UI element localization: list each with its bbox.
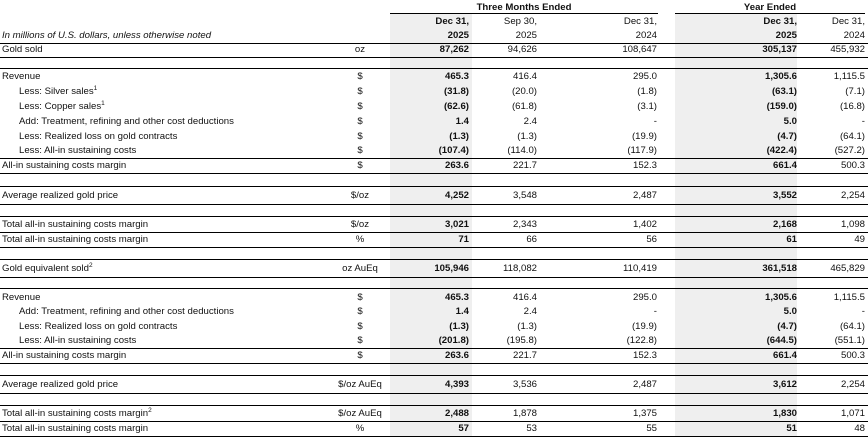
cell: 305,137 [762, 44, 797, 55]
cell: 500.3 [840, 160, 865, 171]
row-label: Less: All-in sustaining costs [19, 145, 137, 156]
col-header-3-year: 2024 [635, 30, 657, 41]
row-unit: $ [357, 321, 363, 332]
row-label: Add: Treatment, refining and other cost deductions [19, 116, 234, 127]
row-label: Less: Copper sales$^1$ [19, 100, 105, 112]
table-row [0, 349, 868, 363]
cell: 465.3 [444, 71, 469, 82]
col-header-2-year: 2025 [515, 30, 537, 41]
cell: 1,071 [840, 408, 865, 419]
cell: (644.5) [766, 335, 797, 346]
row-unit: $ [357, 131, 363, 142]
row-label: Less: Realized loss on gold contracts [19, 321, 178, 332]
row-label: All-in sustaining costs margin [2, 160, 127, 171]
cell: 465,829 [830, 263, 865, 274]
row-label: Average realized gold price [2, 379, 119, 390]
cell: (19.9) [631, 321, 657, 332]
row-unit: $ [357, 306, 363, 317]
cell: 1,115.5 [833, 71, 865, 82]
row-label: Revenue [2, 71, 41, 82]
cell: (195.8) [506, 335, 537, 346]
cell: 361,518 [762, 263, 797, 274]
cell: (19.9) [631, 131, 657, 142]
cell: 57 [458, 423, 469, 434]
row-unit: $/oz [350, 190, 370, 201]
cell: 2,343 [512, 219, 537, 230]
cell: (159.0) [766, 101, 797, 112]
cell: - [861, 116, 865, 127]
table-row [0, 291, 868, 305]
cell: 661.4 [772, 160, 797, 171]
table-row [0, 305, 868, 319]
cell: 1.4 [455, 116, 469, 127]
table-row [0, 407, 868, 421]
cell: (117.9) [627, 145, 657, 156]
cell: 1,830 [772, 408, 797, 419]
col-header-4: Dec 31, [763, 16, 797, 27]
cell: 1.4 [455, 306, 469, 317]
row-unit: $/oz AuEq [338, 379, 382, 390]
row-unit: oz [354, 44, 366, 55]
cell: 2,488 [444, 408, 469, 419]
units-note: In millions of U.S. dollars, unless otherwise noted [2, 30, 212, 41]
cell: 105,946 [434, 263, 469, 274]
row-label: Revenue [2, 292, 41, 303]
section-rule [0, 186, 868, 187]
table-row [0, 85, 868, 99]
cell: 661.4 [772, 350, 797, 361]
cell: 4,252 [444, 190, 469, 201]
table-row [0, 189, 868, 203]
col-header-4-year: 2025 [775, 30, 797, 41]
cell: (527.2) [834, 145, 865, 156]
row-label: Total all-in sustaining costs margin [2, 234, 149, 245]
group-year-underline [675, 13, 865, 14]
row-rule [0, 247, 868, 248]
cell: (1.3) [449, 131, 469, 142]
cell: 416.4 [512, 71, 537, 82]
column-header-row-1 [0, 15, 868, 29]
table-row [0, 43, 868, 57]
col-header-5-year: 2024 [843, 30, 865, 41]
cell: 53 [526, 423, 537, 434]
cell: 87,262 [439, 44, 469, 55]
table-row [0, 159, 868, 173]
cell: (1.3) [517, 321, 537, 332]
row-label: Less: Silver sales$^1$ [19, 85, 98, 97]
cell: (20.0) [511, 86, 537, 97]
group-quarter-underline [390, 13, 658, 14]
table-row [0, 320, 868, 334]
cell: (1.3) [517, 131, 537, 142]
section-rule [0, 259, 868, 260]
cell: (107.4) [438, 145, 469, 156]
cell: 1,375 [632, 408, 657, 419]
row-label: Gold sold [2, 44, 43, 55]
cell: 56 [646, 234, 657, 245]
cell: 48 [854, 423, 865, 434]
row-rule [0, 173, 868, 174]
row-unit: $ [357, 145, 363, 156]
row-rule [0, 277, 868, 278]
section-rule [0, 375, 868, 376]
cell: 5.0 [783, 116, 797, 127]
cell: (114.0) [507, 145, 537, 156]
cell: (422.4) [766, 145, 797, 156]
table-row [0, 144, 868, 158]
section-rule [0, 68, 868, 69]
row-unit: $ [357, 116, 363, 127]
table-row [0, 115, 868, 129]
row-label: Total all-in sustaining costs margin [2, 423, 149, 434]
row-label: Add: Treatment, refining and other cost deductions [19, 306, 234, 317]
cell: 263.6 [444, 160, 469, 171]
cell: 1,402 [632, 219, 657, 230]
cell: 71 [458, 234, 469, 245]
row-unit: $ [357, 350, 363, 361]
cell: 455,932 [830, 44, 865, 55]
cell: 152.3 [632, 160, 657, 171]
cell: 61 [786, 234, 797, 245]
cell: (3.1) [637, 101, 657, 112]
row-rule [0, 393, 868, 394]
cell: 94,626 [507, 44, 537, 55]
cell: (551.1) [834, 335, 865, 346]
cell: 152.3 [632, 350, 657, 361]
cell: (64.1) [839, 131, 865, 142]
cell: (1.8) [637, 86, 657, 97]
row-rule [0, 363, 868, 364]
col-header-3: Dec 31, [623, 16, 657, 27]
col-header-5: Dec 31, [831, 16, 865, 27]
cell: (4.7) [777, 131, 797, 142]
row-unit: % [355, 234, 365, 245]
cell: 51 [786, 423, 797, 434]
row-unit: $ [357, 335, 363, 346]
row-unit: oz AuEq [342, 263, 378, 274]
cell: (201.8) [438, 335, 469, 346]
table-row [0, 130, 868, 144]
row-label: Gold equivalent sold$^2$ [2, 262, 93, 274]
cell: 221.7 [512, 160, 537, 171]
footnote-marker: 1 [93, 85, 98, 92]
cell: 49 [854, 234, 865, 245]
footnote-marker: 1 [101, 100, 105, 107]
cell: 465.3 [444, 292, 469, 303]
table-row [0, 262, 868, 276]
section-rule [0, 216, 868, 217]
cell: 4,393 [444, 379, 469, 390]
footnote-marker: 2 [88, 262, 93, 269]
cell: 416.4 [512, 292, 537, 303]
row-label: Less: Realized loss on gold contracts [19, 131, 178, 142]
cell: 2,254 [840, 379, 865, 390]
row-unit: $/oz [350, 219, 370, 230]
cell: 3,552 [772, 190, 797, 201]
column-header-row-2 [0, 29, 868, 43]
cell: 263.6 [444, 350, 469, 361]
cell: - [653, 116, 657, 127]
cell: 5.0 [783, 306, 797, 317]
row-unit: % [355, 423, 365, 434]
cell: (31.8) [443, 86, 469, 97]
cell: 295.0 [632, 292, 657, 303]
table-row [0, 422, 868, 436]
cell: (16.8) [839, 101, 865, 112]
cell: 108,647 [622, 44, 657, 55]
cell: 1,305.6 [764, 71, 797, 82]
row-label: Less: All-in sustaining costs [19, 335, 137, 346]
footnote-marker: 2 [148, 407, 152, 414]
cell: (62.6) [443, 101, 469, 112]
col-header-2: Sep 30, [503, 16, 537, 27]
cell: (4.7) [777, 321, 797, 332]
row-rule [0, 57, 868, 58]
col-header-1: Dec 31, [435, 16, 469, 27]
table-row [0, 334, 868, 348]
cell: 1,305.6 [764, 292, 797, 303]
row-label: Average realized gold price [2, 190, 119, 201]
section-rule [0, 405, 868, 406]
cell: 2,168 [772, 219, 797, 230]
row-unit: $ [357, 160, 363, 171]
cell: 1,878 [512, 408, 537, 419]
group-header-year: Year Ended [743, 2, 797, 13]
row-unit: $ [357, 71, 363, 82]
cell: 118,082 [503, 263, 537, 274]
cell: - [653, 306, 657, 317]
table-row [0, 378, 868, 392]
group-header-quarter: Three Months Ended [476, 2, 572, 13]
cell: 3,021 [444, 219, 469, 230]
table-row [0, 70, 868, 84]
cell: 3,536 [512, 379, 537, 390]
cell: (64.1) [839, 321, 865, 332]
table-row [0, 218, 868, 232]
cell: - [861, 306, 865, 317]
row-label: All-in sustaining costs margin [2, 350, 127, 361]
cell: 110,419 [623, 263, 657, 274]
cell: 2,487 [632, 190, 657, 201]
cell: 295.0 [632, 71, 657, 82]
cell: 221.7 [512, 350, 537, 361]
cell: 2.4 [523, 116, 537, 127]
row-unit: $/oz AuEq [338, 408, 382, 419]
cell: (1.3) [449, 321, 469, 332]
cell: (63.1) [771, 86, 797, 97]
cell: 2,487 [632, 379, 657, 390]
cell: (122.8) [626, 335, 657, 346]
table-row [0, 100, 868, 114]
table-row [0, 233, 868, 247]
cell: 1,115.5 [833, 292, 865, 303]
cell: 2.4 [523, 306, 537, 317]
cell: 3,612 [772, 379, 797, 390]
row-unit: $ [357, 292, 363, 303]
cell: 1,098 [840, 219, 865, 230]
cell: (61.8) [511, 101, 537, 112]
row-label: Total all-in sustaining costs margin [2, 219, 149, 230]
cell: 2,254 [840, 190, 865, 201]
cell: 3,548 [512, 190, 537, 201]
row-unit: $ [357, 86, 363, 97]
col-header-1-year: 2025 [447, 30, 469, 41]
cell: (7.1) [845, 86, 865, 97]
cell: 500.3 [840, 350, 865, 361]
row-label: Total all-in sustaining costs margin$^2$ [2, 407, 152, 419]
section-rule [0, 288, 868, 289]
row-rule [0, 204, 868, 205]
cell: 66 [526, 234, 537, 245]
cell: 55 [646, 423, 657, 434]
row-unit: $ [357, 101, 363, 112]
